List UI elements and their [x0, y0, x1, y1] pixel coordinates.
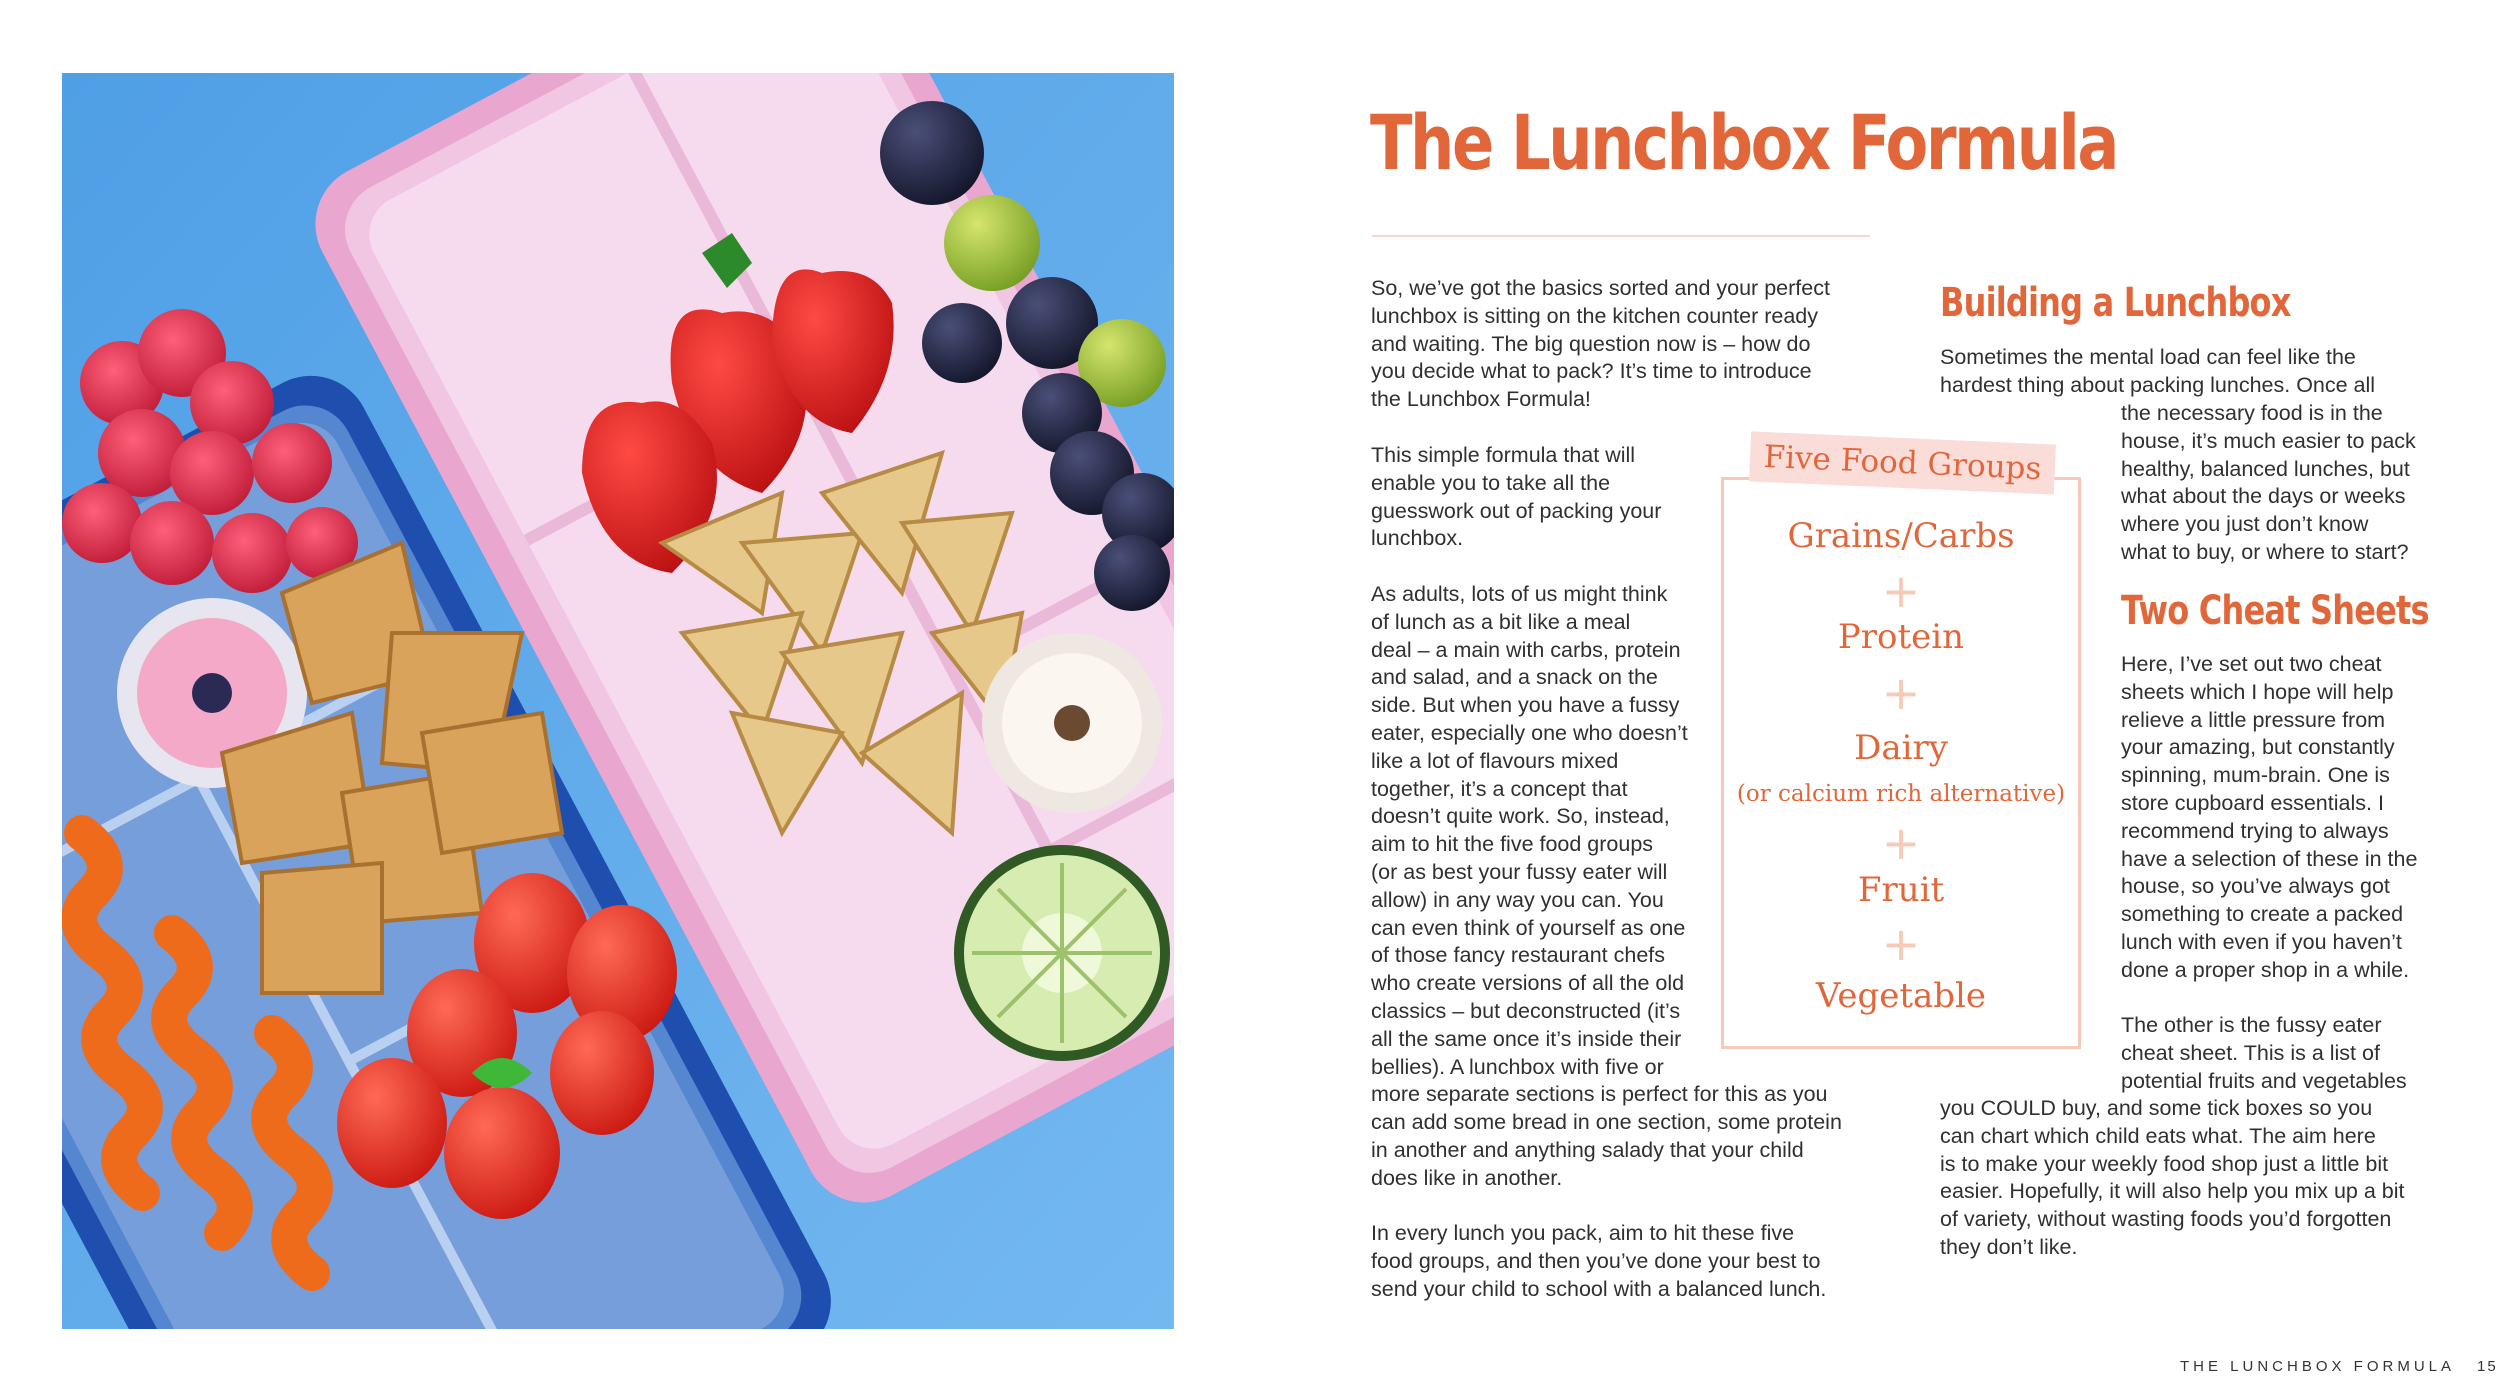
text-line: potential fruits and vegetables [2121, 1068, 2407, 1093]
text-line: your amazing, but constantly [2121, 735, 2395, 760]
text-line: does like in another. [1371, 1165, 1563, 1190]
text-line: of variety, without wasting foods you’d forgotten [1940, 1207, 2392, 1232]
text-line: of those fancy restaurant chefs [1371, 943, 1665, 968]
text-line: spinning, mum-brain. One is [2121, 763, 2390, 788]
food-group-fruit: Fruit [1857, 870, 1945, 910]
text-line: sheets which I hope will help [2121, 679, 2394, 704]
text-line: more separate sections is perfect for this as you [1371, 1082, 1828, 1107]
food-group-grains: Grains/Carbs [1787, 516, 2015, 556]
text-line: In every lunch you pack, aim to hit these five [1371, 1221, 1795, 1245]
text-line: (or as best your fussy eater will [1371, 859, 1668, 884]
heading-two-cheat-sheets: Two Cheat Sheets [2121, 588, 2429, 634]
fussy-eater-paragraph-bottom [1940, 1095, 2404, 1262]
text-line: you COULD buy, and some tick boxes so you [1940, 1096, 2373, 1120]
text-line: the Lunchbox Formula! [1371, 387, 1591, 412]
text-line: food groups, and then you’ve done your best to [1371, 1248, 1821, 1273]
text-line: lunch with even if you haven’t [2121, 929, 2402, 954]
page-number: 15 [2477, 1358, 2498, 1375]
text-line: Sometimes the mental load can feel like the [1940, 345, 2356, 369]
text-line: bellies). A lunchbox with five or [1371, 1054, 1664, 1079]
text-line: lunchbox is sitting on the kitchen counter ready [1371, 303, 1818, 328]
food-group-dairy: Dairy [1854, 728, 1948, 768]
text-line: send your child to school with a balanced lunch. [1371, 1276, 1827, 1301]
text-line: and salad, and a snack on the [1371, 665, 1658, 690]
text-line: can even think of yourself as one [1371, 915, 1686, 940]
plus-separator: + [1881, 666, 1921, 720]
white-donut-right [982, 633, 1162, 813]
closing-paragraph [1371, 1220, 1826, 1303]
text-line: have a selection of these in the [2121, 846, 2418, 871]
text-line: allow) in any way you can. You [1371, 887, 1664, 912]
text-line: lunchbox. [1371, 526, 1464, 551]
text-line: enable you to take all the [1371, 470, 1611, 495]
title-divider [1372, 235, 1870, 237]
text-line: in another and anything salady that your child [1371, 1137, 1804, 1162]
text-line: where you just don’t know [2121, 512, 2369, 537]
plus-separator: + [1881, 564, 1921, 618]
cucumber-slice [954, 845, 1170, 1061]
text-line: guesswork out of packing your [1371, 498, 1662, 523]
text-line: So, we’ve got the basics sorted and your perfect [1371, 276, 1830, 300]
text-line: store cupboard essentials. I [2121, 790, 2384, 815]
text-line: recommend trying to always [2121, 818, 2389, 843]
text-line: is to make your weekly food shop just a little bit [1940, 1151, 2389, 1176]
text-line: the necessary food is in the [2121, 401, 2383, 425]
text-line: relieve a little pressure from [2121, 707, 2386, 732]
lunchbox-illustration [62, 73, 1174, 1329]
building-paragraph-top [1940, 344, 2375, 400]
building-paragraph-wrap [2121, 400, 2416, 567]
text-line: what to buy, or where to start? [2121, 539, 2409, 564]
text-line: together, it’s a concept that [1371, 776, 1628, 801]
text-line: deal – a main with carbs, protein [1371, 637, 1681, 662]
text-line: and waiting. The big question now is – how do [1371, 331, 1811, 356]
text-line: done a proper shop in a while. [2121, 957, 2410, 982]
text-line: something to create a packed [2121, 902, 2404, 927]
text-line: The other is the fussy eater [2121, 1013, 2382, 1037]
cheat-sheets-paragraph [2121, 651, 2417, 985]
formula-paragraph [1371, 442, 1661, 553]
intro-paragraph [1371, 275, 1830, 414]
text-line: they don’t like. [1940, 1234, 2078, 1259]
plus-separator: + [1881, 917, 1921, 971]
plus-separator: + [1881, 816, 1921, 870]
text-line: all the same once it’s inside their [1371, 1026, 1682, 1051]
heading-building-lunchbox: Building a Lunchbox [1940, 280, 2291, 326]
text-line: As adults, lots of us might think [1371, 582, 1668, 606]
text-line: Here, I’ve set out two cheat [2121, 652, 2382, 676]
food-group-vegetable: Vegetable [1815, 976, 1987, 1016]
text-line: eater, especially one who doesn’t [1371, 720, 1688, 745]
text-line: who create versions of all the old [1371, 971, 1685, 996]
text-line: cheat sheet. This is a list of [2121, 1040, 2380, 1065]
text-line: can chart which child eats what. The aim here [1940, 1123, 2376, 1148]
text-line: side. But when you have a fussy [1371, 693, 1680, 718]
text-line: house, it’s much easier to pack [2121, 428, 2416, 453]
page-title: The Lunchbox Formula [1370, 98, 2118, 187]
text-line: classics – but deconstructed (it’s [1371, 998, 1681, 1023]
food-groups-tag-label: Five Food Groups [1762, 438, 2043, 488]
text-line: healthy, balanced lunches, but [2121, 456, 2410, 481]
text-line: of lunch as a bit like a meal [1371, 609, 1631, 634]
food-group-dairy-note: (or calcium rich alternative) [1736, 781, 2066, 807]
text-line: like a lot of flavours mixed [1371, 748, 1619, 773]
text-line: aim to hit the five food groups [1371, 832, 1654, 857]
text-line: easier. Hopefully, it will also help you mix up a bit [1940, 1179, 2405, 1204]
page-footer [2180, 1358, 2498, 1375]
text-line: can add some bread in one section, some protein [1371, 1110, 1842, 1135]
text-line: what about the days or weeks [2121, 484, 2406, 509]
running-footer-label: THE LUNCHBOX FORMULA [2180, 1358, 2456, 1375]
text-line: hardest thing about packing lunches. Once all [1940, 372, 2376, 397]
lunchbox-photo [62, 73, 1174, 1329]
text-line: This simple formula that will [1371, 443, 1636, 467]
food-group-protein: Protein [1837, 617, 1965, 657]
fussy-eater-paragraph-wrap [2121, 1012, 2407, 1095]
text-line: house, so you’ve always got [2121, 874, 2390, 899]
text-line: doesn’t quite work. So, instead, [1371, 804, 1670, 829]
text-line: you decide what to pack? It’s time to introduce [1371, 359, 1812, 384]
